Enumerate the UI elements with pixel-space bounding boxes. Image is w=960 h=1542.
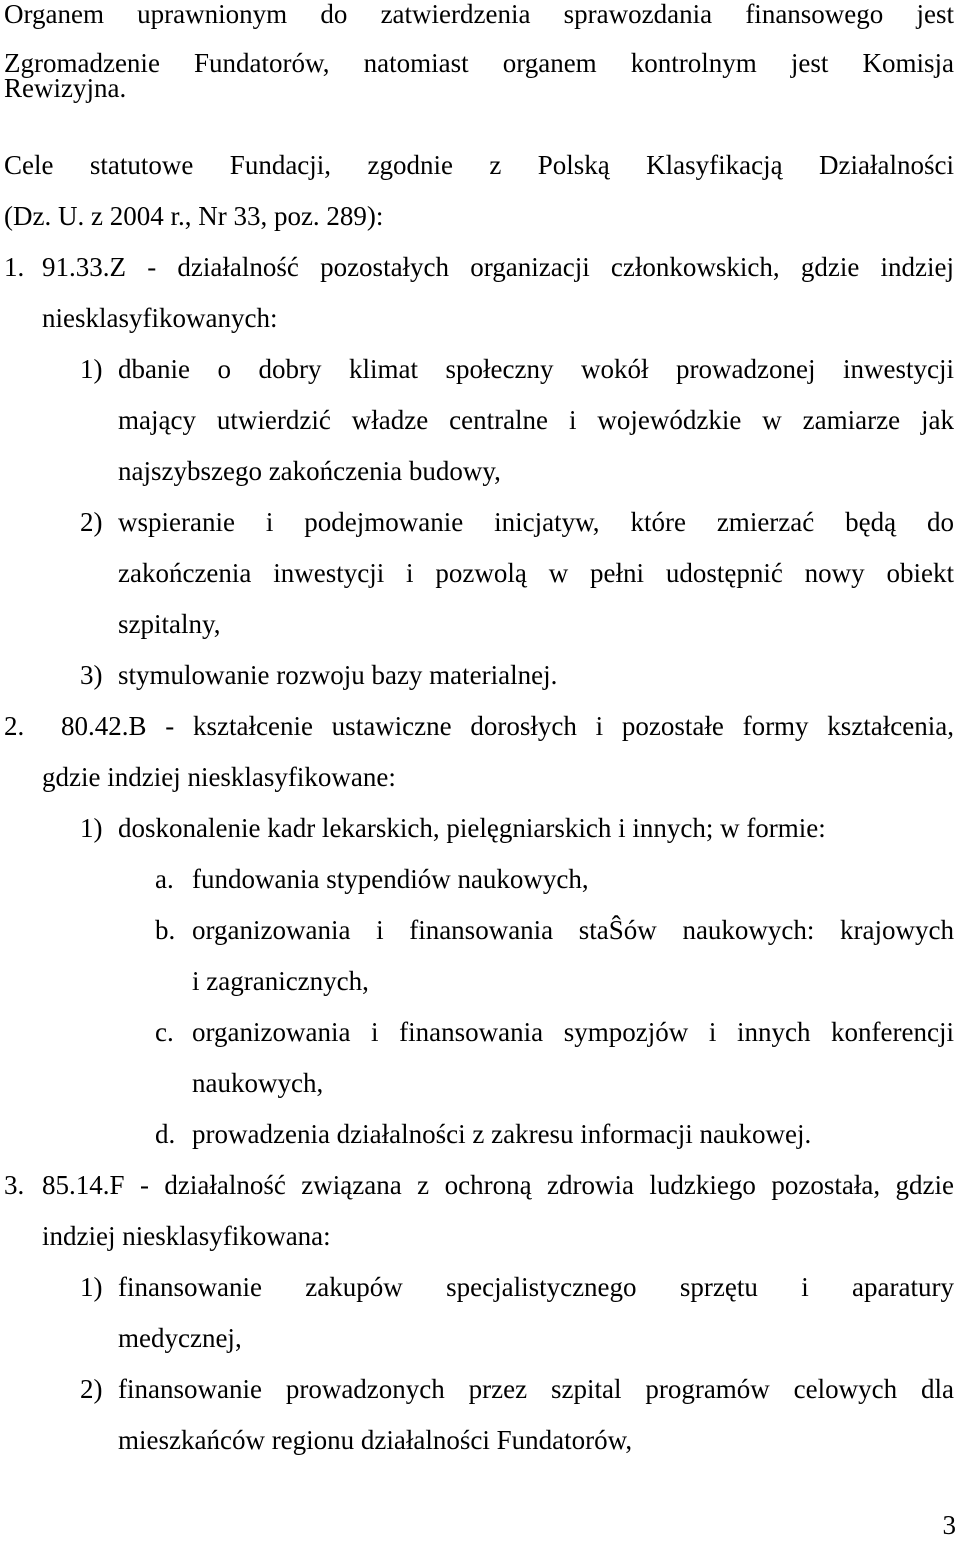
text-line: Rewizyjna. [4,73,127,103]
section-heading-line: 91.33.Z - działalność pozostałych organizacji członkowskich, gdzie indziej [42,252,954,282]
subitem-line: organizowania i finansowania sympozjów i innych konferencji [192,1017,954,1047]
section-heading-line: gdzie indziej niesklasyfikowane: [42,762,396,792]
item-number: 1) [80,813,103,843]
section-heading-line: 85.14.F - działalność związana z ochroną zdrowia ludzkiego pozostała, gdzie [42,1170,954,1200]
item-line: mieszkańców regionu działalności Fundatorów, [118,1425,633,1455]
subitem-line: fundowania stypendiów naukowych, [192,864,589,894]
text-line: (Dz. U. z 2004 r., Nr 33, poz. 289): [4,201,384,231]
item-line: finansowanie prowadzonych przez szpital programów celowych dla [118,1374,954,1404]
item-line: wspieranie i podejmowanie inicjatyw, które zmierzać będą do [118,507,954,537]
subitem-line: naukowych, [192,1068,324,1098]
item-line: stymulowanie rozwoju bazy materialnej. [118,660,558,690]
section-heading-line: indziej niesklasyfikowana: [42,1221,331,1251]
subitem-letter: a. [155,864,174,894]
item-number: 2) [80,507,103,537]
item-number: 1) [80,1272,103,1302]
item-number: 3) [80,660,103,690]
subitem-line: i zagranicznych, [192,966,369,996]
section-number: 3. [4,1170,25,1200]
item-line: medycznej, [118,1323,242,1353]
subitem-letter: d. [155,1119,176,1149]
item-line: szpitalny, [118,609,221,639]
text-line: Cele statutowe Fundacji, zgodnie z Polską Klasyfikacją Działalności [4,150,954,180]
item-line: doskonalenie kadr lekarskich, pielęgniarskich i innych; w formie: [118,813,826,843]
subitem-letter: c. [155,1017,174,1047]
section-heading-line: niesklasyfikowanych: [42,303,278,333]
section-number: 2. [4,711,25,741]
item-line: mający utwierdzić władze centralne i wojewódzkie w zamiarze jak [118,405,954,435]
item-number: 1) [80,354,103,384]
subitem-line: prowadzenia działalności z zakresu informacji naukowej. [192,1119,812,1149]
item-line: zakończenia inwestycji i pozwolą w pełni udostępnić nowy obiekt [118,558,954,588]
section-heading-line: 80.42.B - kształcenie ustawiczne dorosłych i pozostałe formy kształcenia, [61,711,954,741]
item-line: finansowanie zakupów specjalistycznego sprzętu i aparatury [118,1272,954,1302]
text-line: Zgromadzenie Fundatorów, natomiast organem kontrolnym jest Komisja [4,48,954,78]
subitem-letter: b. [155,915,176,945]
item-line: najszybszego zakończenia budowy, [118,456,501,486]
item-number: 2) [80,1374,103,1404]
text-line: Organem uprawnionym do zatwierdzenia sprawozdania finansowego jest [4,0,954,29]
section-number: 1. [4,252,25,282]
page-number: 3 [942,1510,956,1540]
item-line: dbanie o dobry klimat społeczny wokół prowadzonej inwestycji [118,354,954,384]
subitem-line: organizowania i finansowania staŜów naukowych: krajowych [192,915,954,945]
